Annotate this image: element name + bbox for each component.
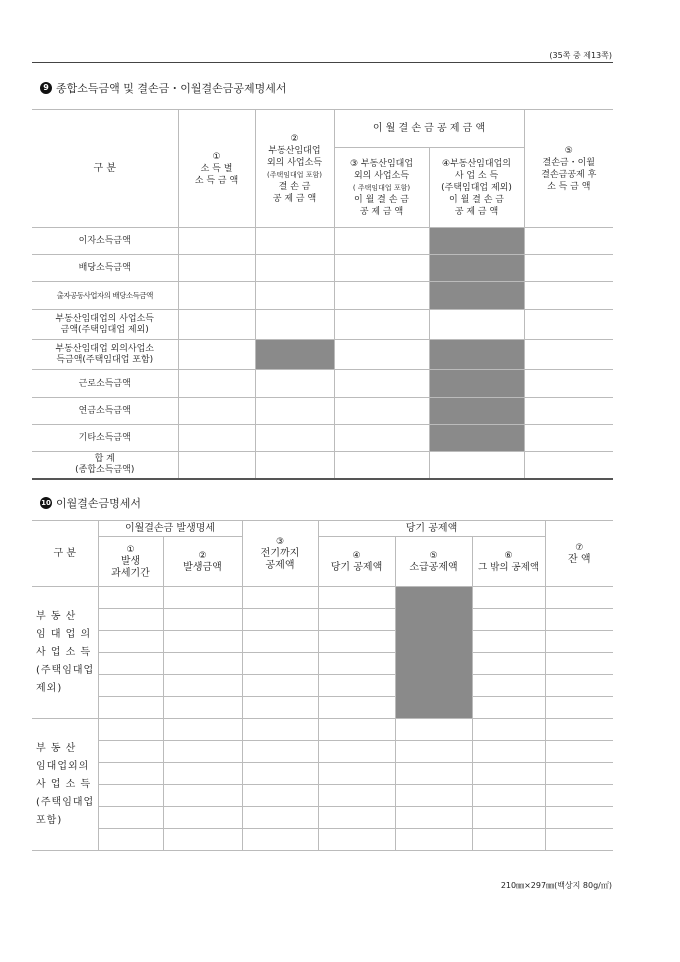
row-label: 배당소득금액 bbox=[32, 255, 178, 282]
input-cell[interactable] bbox=[472, 807, 545, 829]
shaded-cell bbox=[429, 340, 524, 370]
header-gubun: 구 분 bbox=[32, 110, 178, 228]
input-cell[interactable] bbox=[395, 829, 472, 851]
input-cell[interactable] bbox=[98, 719, 163, 741]
input-cell[interactable] bbox=[163, 675, 242, 697]
input-cell[interactable] bbox=[334, 340, 429, 370]
table-row bbox=[32, 741, 613, 763]
input-cell[interactable] bbox=[242, 609, 318, 631]
shaded-cell bbox=[429, 425, 524, 452]
input-cell[interactable] bbox=[395, 719, 472, 741]
header-col7-label: 잔 액 bbox=[568, 553, 591, 565]
input-cell[interactable] bbox=[545, 631, 613, 653]
input-cell[interactable] bbox=[242, 741, 318, 763]
header-col5-label: 결손금・이월 결손금공제 후 소 득 금 액 bbox=[541, 157, 597, 192]
income-deficit-table bbox=[32, 109, 613, 480]
table-row bbox=[32, 675, 613, 697]
input-cell[interactable] bbox=[545, 587, 613, 609]
header-col4-label2: 이 월 결 손 금 공 제 금 액 bbox=[449, 194, 504, 217]
input-cell[interactable] bbox=[334, 255, 429, 282]
input-cell[interactable] bbox=[334, 228, 429, 255]
header-col3-label: 전기까지 공제액 bbox=[260, 547, 300, 571]
section9-title bbox=[40, 80, 287, 96]
header-col4-note: (주택임대업 제외) bbox=[441, 182, 512, 193]
header-gubun: 구 분 bbox=[32, 521, 98, 587]
input-cell[interactable] bbox=[524, 452, 613, 479]
header-col2-num: ② bbox=[198, 550, 207, 561]
input-cell[interactable] bbox=[163, 631, 242, 653]
input-cell[interactable] bbox=[255, 452, 334, 479]
shaded-cell bbox=[429, 282, 524, 310]
input-cell[interactable] bbox=[318, 587, 395, 609]
input-cell[interactable] bbox=[178, 370, 255, 398]
input-cell[interactable] bbox=[545, 785, 613, 807]
section10-title-text: 이월결손금명세서 bbox=[56, 497, 142, 510]
header-col3 bbox=[242, 521, 318, 587]
input-cell[interactable] bbox=[429, 310, 524, 340]
table-row bbox=[32, 255, 613, 282]
paper-spec-footer: 210㎜×297㎜(백상지 80g/㎡) bbox=[500, 881, 612, 890]
shaded-cell bbox=[429, 370, 524, 398]
input-cell[interactable] bbox=[178, 255, 255, 282]
input-cell[interactable] bbox=[163, 719, 242, 741]
row-label: 부동산임대업의 사업소득 금액(주택임대업 제외) bbox=[32, 310, 178, 340]
header-col4 bbox=[429, 148, 524, 228]
input-cell[interactable] bbox=[334, 370, 429, 398]
input-cell[interactable] bbox=[163, 653, 242, 675]
header-col7 bbox=[545, 521, 613, 587]
input-cell[interactable] bbox=[163, 785, 242, 807]
input-cell[interactable] bbox=[242, 719, 318, 741]
row-label: 연금소득금액 bbox=[32, 398, 178, 425]
header-col1-num: ① bbox=[212, 151, 221, 162]
header-col3-note: ( 주택임대업 포함) bbox=[352, 183, 411, 192]
shaded-cell bbox=[395, 587, 472, 719]
input-cell[interactable] bbox=[178, 452, 255, 479]
input-cell[interactable] bbox=[255, 425, 334, 452]
category-label: 부 동 산 임대업외의 사 업 소 득 (주택임대업 포함) bbox=[32, 719, 98, 851]
input-cell[interactable] bbox=[178, 228, 255, 255]
input-cell[interactable] bbox=[163, 807, 242, 829]
header-col6-label: 그 밖의 공제액 bbox=[477, 561, 540, 573]
section9-number: 9 bbox=[40, 82, 52, 94]
input-cell[interactable] bbox=[255, 255, 334, 282]
input-cell[interactable] bbox=[472, 653, 545, 675]
input-cell[interactable] bbox=[163, 829, 242, 851]
row-label: 근로소득금액 bbox=[32, 370, 178, 398]
input-cell[interactable] bbox=[242, 807, 318, 829]
input-cell[interactable] bbox=[318, 807, 395, 829]
input-cell[interactable] bbox=[545, 829, 613, 851]
row-label: 이자소득금액 bbox=[32, 228, 178, 255]
header-col1-num: ① bbox=[126, 544, 135, 555]
table-row bbox=[32, 340, 613, 370]
input-cell[interactable] bbox=[334, 425, 429, 452]
table-row bbox=[32, 719, 613, 741]
table-row bbox=[32, 228, 613, 255]
table-row bbox=[32, 425, 613, 452]
input-cell[interactable] bbox=[472, 719, 545, 741]
table-row bbox=[32, 829, 613, 851]
header-col3 bbox=[334, 148, 429, 228]
input-cell[interactable] bbox=[98, 785, 163, 807]
shaded-cell bbox=[255, 340, 334, 370]
input-cell[interactable] bbox=[429, 452, 524, 479]
header-col3-label: ③ 부동산임대업 외의 사업소득 bbox=[349, 158, 414, 181]
header-col2-label: 발생금액 bbox=[183, 561, 222, 573]
row-label: 기타소득금액 bbox=[32, 425, 178, 452]
table-row bbox=[32, 807, 613, 829]
header-col2-note: (주택임대업 포함) bbox=[266, 170, 323, 179]
input-cell[interactable] bbox=[242, 631, 318, 653]
input-cell[interactable] bbox=[255, 310, 334, 340]
table-row bbox=[32, 370, 613, 398]
input-cell[interactable] bbox=[545, 719, 613, 741]
header-col2 bbox=[163, 537, 242, 587]
input-cell[interactable] bbox=[472, 609, 545, 631]
header-col3-label2: 이 월 결 손 금 공 제 금 액 bbox=[354, 194, 409, 217]
header-col6-num: ⑥ bbox=[504, 550, 513, 561]
input-cell[interactable] bbox=[242, 587, 318, 609]
table-row bbox=[32, 631, 613, 653]
input-cell[interactable] bbox=[472, 829, 545, 851]
input-cell[interactable] bbox=[524, 310, 613, 340]
table-row bbox=[32, 609, 613, 631]
input-cell[interactable] bbox=[98, 653, 163, 675]
shaded-cell bbox=[429, 228, 524, 255]
input-cell[interactable] bbox=[242, 675, 318, 697]
table-row bbox=[32, 653, 613, 675]
input-cell[interactable] bbox=[472, 785, 545, 807]
input-cell[interactable] bbox=[545, 609, 613, 631]
input-cell[interactable] bbox=[524, 255, 613, 282]
input-cell[interactable] bbox=[178, 398, 255, 425]
input-cell[interactable] bbox=[545, 653, 613, 675]
input-cell[interactable] bbox=[98, 741, 163, 763]
input-cell[interactable] bbox=[472, 631, 545, 653]
input-cell[interactable] bbox=[545, 697, 613, 719]
input-cell[interactable] bbox=[242, 829, 318, 851]
input-cell[interactable] bbox=[318, 763, 395, 785]
header-col5 bbox=[395, 537, 472, 587]
header-col1 bbox=[178, 110, 255, 228]
input-cell[interactable] bbox=[524, 370, 613, 398]
header-col4-label: 당기 공제액 bbox=[330, 561, 383, 573]
input-cell[interactable] bbox=[524, 228, 613, 255]
input-cell[interactable] bbox=[395, 741, 472, 763]
input-cell[interactable] bbox=[255, 370, 334, 398]
input-cell[interactable] bbox=[242, 763, 318, 785]
input-cell[interactable] bbox=[178, 340, 255, 370]
input-cell[interactable] bbox=[98, 609, 163, 631]
row-label: 합 계 (종합소득금액) bbox=[32, 452, 178, 479]
table-row bbox=[32, 763, 613, 785]
input-cell[interactable] bbox=[163, 609, 242, 631]
input-cell[interactable] bbox=[545, 807, 613, 829]
input-cell[interactable] bbox=[318, 697, 395, 719]
shaded-cell bbox=[429, 255, 524, 282]
input-cell[interactable] bbox=[163, 741, 242, 763]
header-col1-label: 소 득 별 소 득 금 액 bbox=[194, 163, 239, 186]
shaded-cell bbox=[429, 398, 524, 425]
input-cell[interactable] bbox=[255, 228, 334, 255]
input-cell[interactable] bbox=[472, 763, 545, 785]
input-cell[interactable] bbox=[178, 282, 255, 310]
input-cell[interactable] bbox=[334, 282, 429, 310]
input-cell[interactable] bbox=[318, 785, 395, 807]
input-cell[interactable] bbox=[178, 310, 255, 340]
input-cell[interactable] bbox=[178, 425, 255, 452]
row-label: 부동산임대업 외의사업소 득금액(주택임대업 포함) bbox=[32, 340, 178, 370]
header-col4-num: ④ bbox=[352, 550, 361, 561]
input-cell[interactable] bbox=[318, 741, 395, 763]
table-row bbox=[32, 398, 613, 425]
category-label: 부 동 산 임 대 업 의 사 업 소 득 (주택임대업 제외) bbox=[32, 587, 98, 719]
header-col5 bbox=[524, 110, 613, 228]
section9-title-text: 종합소득금액 및 결손금・이월결손금공제명세서 bbox=[56, 82, 287, 95]
input-cell[interactable] bbox=[472, 697, 545, 719]
input-cell[interactable] bbox=[255, 282, 334, 310]
header-col1-label: 발생 과세기간 bbox=[111, 555, 150, 579]
input-cell[interactable] bbox=[163, 697, 242, 719]
header-col2-label2: 결 손 금 공 제 금 액 bbox=[272, 181, 317, 204]
input-cell[interactable] bbox=[395, 807, 472, 829]
input-cell[interactable] bbox=[318, 719, 395, 741]
input-cell[interactable] bbox=[98, 697, 163, 719]
input-cell[interactable] bbox=[334, 310, 429, 340]
header-col2-num: ② bbox=[290, 133, 299, 144]
table-row bbox=[32, 310, 613, 340]
input-cell[interactable] bbox=[545, 763, 613, 785]
header-col5-label: 소급공제액 bbox=[409, 561, 458, 573]
header-col7-num: ⑦ bbox=[575, 542, 584, 553]
input-cell[interactable] bbox=[334, 398, 429, 425]
header-col5-num: ⑤ bbox=[564, 145, 573, 156]
input-cell[interactable] bbox=[98, 829, 163, 851]
input-cell[interactable] bbox=[98, 807, 163, 829]
input-cell[interactable] bbox=[524, 398, 613, 425]
section10-title bbox=[40, 495, 141, 511]
input-cell[interactable] bbox=[524, 425, 613, 452]
table-row bbox=[32, 785, 613, 807]
carryover-deficit-table bbox=[32, 520, 613, 851]
input-cell[interactable] bbox=[472, 587, 545, 609]
header-carryover-group: 이 월 결 손 금 공 제 금 액 bbox=[334, 110, 524, 148]
section10-number: 10 bbox=[41, 499, 51, 507]
table-row bbox=[32, 282, 613, 310]
input-cell[interactable] bbox=[163, 587, 242, 609]
input-cell[interactable] bbox=[98, 675, 163, 697]
table-row bbox=[32, 697, 613, 719]
input-cell[interactable] bbox=[472, 675, 545, 697]
input-cell[interactable] bbox=[472, 741, 545, 763]
input-cell[interactable] bbox=[395, 763, 472, 785]
header-col1 bbox=[98, 537, 163, 587]
input-cell[interactable] bbox=[318, 631, 395, 653]
input-cell[interactable] bbox=[255, 398, 334, 425]
input-cell[interactable] bbox=[545, 675, 613, 697]
input-cell[interactable] bbox=[334, 452, 429, 479]
input-cell[interactable] bbox=[98, 631, 163, 653]
header-col4-label: ④부동산임대업의 사 업 소 득 bbox=[442, 158, 511, 181]
input-cell[interactable] bbox=[545, 741, 613, 763]
header-col2-label: 부동산임대업 외의 사업소득 bbox=[266, 145, 323, 168]
top-rule bbox=[32, 62, 613, 63]
header-col5-num: ⑤ bbox=[429, 550, 438, 561]
input-cell[interactable] bbox=[318, 653, 395, 675]
header-col4 bbox=[318, 537, 395, 587]
header-col3-num: ③ bbox=[275, 536, 285, 547]
header-col6 bbox=[472, 537, 545, 587]
page-number: (35쪽 중 제13쪽) bbox=[549, 51, 612, 60]
input-cell[interactable] bbox=[318, 675, 395, 697]
input-cell[interactable] bbox=[98, 587, 163, 609]
row-label: 출자공동사업자의 배당소득금액 bbox=[32, 282, 178, 310]
input-cell[interactable] bbox=[242, 697, 318, 719]
input-cell[interactable] bbox=[242, 785, 318, 807]
input-cell[interactable] bbox=[98, 763, 163, 785]
header-occurrence-group: 이월결손금 발생명세 bbox=[98, 521, 242, 537]
input-cell[interactable] bbox=[242, 653, 318, 675]
input-cell[interactable] bbox=[318, 609, 395, 631]
table-row bbox=[32, 587, 613, 609]
input-cell[interactable] bbox=[524, 340, 613, 370]
input-cell[interactable] bbox=[524, 282, 613, 310]
input-cell[interactable] bbox=[395, 785, 472, 807]
input-cell[interactable] bbox=[318, 829, 395, 851]
header-col2 bbox=[255, 110, 334, 228]
total-row bbox=[32, 452, 613, 479]
input-cell[interactable] bbox=[163, 763, 242, 785]
header-current-group: 당기 공제액 bbox=[318, 521, 545, 537]
